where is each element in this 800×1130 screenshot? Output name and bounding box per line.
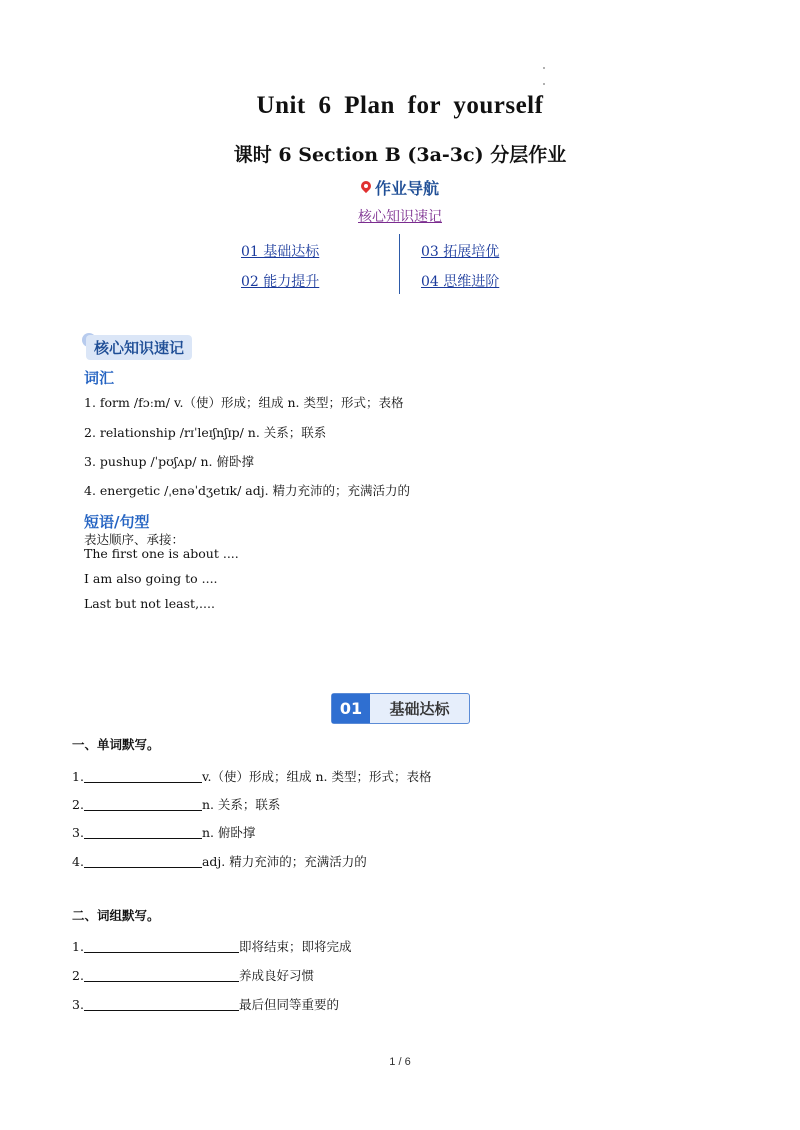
q1-prompt: adj. 精力充沛的；充满活力的 <box>201 854 367 869</box>
nav-link-01-wrap <box>241 241 319 261</box>
q2-prompt: 即将结束；即将完成 <box>238 939 352 954</box>
nav-divider <box>399 234 400 294</box>
core-header <box>86 335 192 360</box>
speck <box>543 67 545 69</box>
section-01-label: 基础达标 <box>389 700 450 718</box>
q1-number: 1. <box>72 769 84 784</box>
core-header-text: 核心知识速记 <box>94 339 185 357</box>
q2-prompt: 最后但同等重要的 <box>238 997 339 1012</box>
answer-blank[interactable] <box>84 996 239 1011</box>
answer-blank[interactable] <box>84 768 202 783</box>
phrase-label: 短语/句型 <box>84 513 150 531</box>
q1-row <box>72 767 431 785</box>
nav-heading <box>0 176 800 199</box>
nav-link-02-wrap <box>241 271 319 291</box>
phrase-item: I am also going to .... <box>84 571 218 586</box>
q2-row <box>72 966 314 984</box>
q1-prompt: n. 关系；联系 <box>201 797 281 812</box>
q1-prompt: v.（使）形成；组成 n. 类型；形式；表格 <box>201 769 432 784</box>
answer-blank[interactable] <box>84 938 239 953</box>
page-number: 1 / 6 <box>389 1056 411 1068</box>
q1-row <box>72 823 255 841</box>
page-title: Unit 6 Plan for yourself <box>256 92 544 119</box>
answer-blank[interactable] <box>84 796 202 811</box>
nav-link-04-wrap <box>421 271 499 291</box>
q1-row <box>72 852 367 870</box>
q2-title: 二、词组默写。 <box>72 908 160 923</box>
answer-blank[interactable] <box>84 824 202 839</box>
nav-link-01[interactable]: 01 基础达标 <box>241 244 320 260</box>
vocab-item: 4. energetic /ˌenəˈdʒetɪk/ adj. 精力充沛的；充满活力的 <box>84 483 411 498</box>
nav-link-03-wrap <box>421 241 499 261</box>
q1-row <box>72 795 280 813</box>
page-subtitle: 课时 6 Section B (3a-3c) 分层作业 <box>233 144 567 166</box>
q2-number: 2. <box>72 968 84 983</box>
phrase-item: Last but not least,.... <box>84 596 215 611</box>
vocab-item: 3. pushup /ˈpʊʃʌp/ n. 俯卧撑 <box>84 454 254 469</box>
nav-link-02[interactable]: 02 能力提升 <box>241 274 320 290</box>
q2-row <box>72 937 351 955</box>
vocab-item: 2. relationship /rɪˈleɪʃnʃɪp/ n. 关系；联系 <box>84 425 327 440</box>
q2-row <box>72 995 339 1013</box>
answer-blank[interactable] <box>84 967 239 982</box>
phrase-item: The first one is about .... <box>84 546 239 561</box>
speck <box>543 83 545 85</box>
q2-number: 3. <box>72 997 84 1012</box>
vocab-item: 1. form /fɔːm/ v.（使）形成；组成 n. 类型；形式；表格 <box>84 395 404 410</box>
q2-number: 1. <box>72 939 84 954</box>
nav-link-03[interactable]: 03 拓展培优 <box>421 244 500 260</box>
phrase-intro: 表达顺序、承接： <box>84 532 185 547</box>
nav-core-link[interactable]: 核心知识速记 <box>358 209 442 225</box>
q1-prompt: n. 俯卧撑 <box>201 825 256 840</box>
location-pin-icon <box>361 181 371 195</box>
section-01-number: 01 <box>332 694 370 723</box>
vocab-label: 词汇 <box>84 369 115 387</box>
section-01-badge <box>331 693 470 724</box>
answer-blank[interactable] <box>84 853 202 868</box>
q1-title: 一、单词默写。 <box>72 737 160 752</box>
nav-core-link-wrap <box>0 206 800 226</box>
q1-number: 2. <box>72 797 84 812</box>
q1-number: 4. <box>72 854 84 869</box>
q1-number: 3. <box>72 825 84 840</box>
core-header-pill <box>86 335 192 360</box>
nav-link-04[interactable]: 04 思维进阶 <box>421 274 500 290</box>
nav-heading-text: 作业导航 <box>374 179 439 198</box>
q2-prompt: 养成良好习惯 <box>238 968 314 983</box>
